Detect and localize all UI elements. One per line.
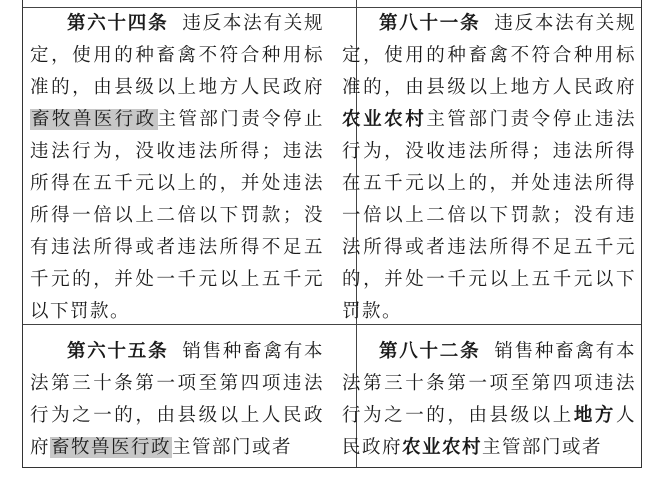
article-text: 违反本法有关规定，使用的种畜禽不符合种用标准的，由县级以上地方人民政府 (30, 13, 324, 98)
cell-new-article-82 (342, 336, 636, 464)
article-text: 销售种畜禽有本法第三十条第一项至第四项违法行为之一的，由县级以上 (342, 341, 636, 426)
changed-term-1: 地方 (573, 405, 616, 426)
cell-old-article-65 (30, 336, 324, 464)
article-text-cont: 主管部门责令停止违法行为，没收违法所得；违法所得在五千元以上的，并处违法所得一倍以上二倍以下罚款；没有违法所得或者违法所得不足五千元的，并处一千元以上五千元以下罚款。 (30, 109, 324, 322)
changed-term: 农业农村 (342, 109, 427, 130)
article-text: 销售种畜禽有本法第三十条第一项至第四项违法行为之一的，由县级以上人民政府 (30, 341, 324, 458)
article-text-cont: 主管部门或者 (172, 437, 293, 458)
article-number: 第八十二条 (379, 341, 481, 362)
article-number: 第六十五条 (67, 341, 169, 362)
highlighted-term: 畜牧兽医行政 (51, 437, 172, 458)
article-text-mid: 人民政府 (342, 405, 636, 458)
article-number: 第六十四条 (67, 13, 169, 34)
article-text-cont: 主管部门责令停止违法行为，没收违法所得；违法所得在五千元以上的，并处违法所得一倍以上二倍以下罚款；没有违法所得或者违法所得不足五千元的，并处一千元以上五千元以下罚款。 (342, 109, 636, 322)
article-text-cont: 主管部门或者 (482, 437, 603, 458)
highlighted-term: 畜牧兽医行政 (31, 109, 157, 130)
cell-new-article-81 (342, 8, 636, 328)
cell-old-article-64 (30, 8, 324, 328)
article-number: 第八十一条 (379, 13, 481, 34)
article-text: 违反本法有关规定，使用的种畜禽不符合种用标准的，由县级以上地方人民政府 (342, 13, 636, 98)
changed-term-2: 农业农村 (402, 437, 483, 458)
